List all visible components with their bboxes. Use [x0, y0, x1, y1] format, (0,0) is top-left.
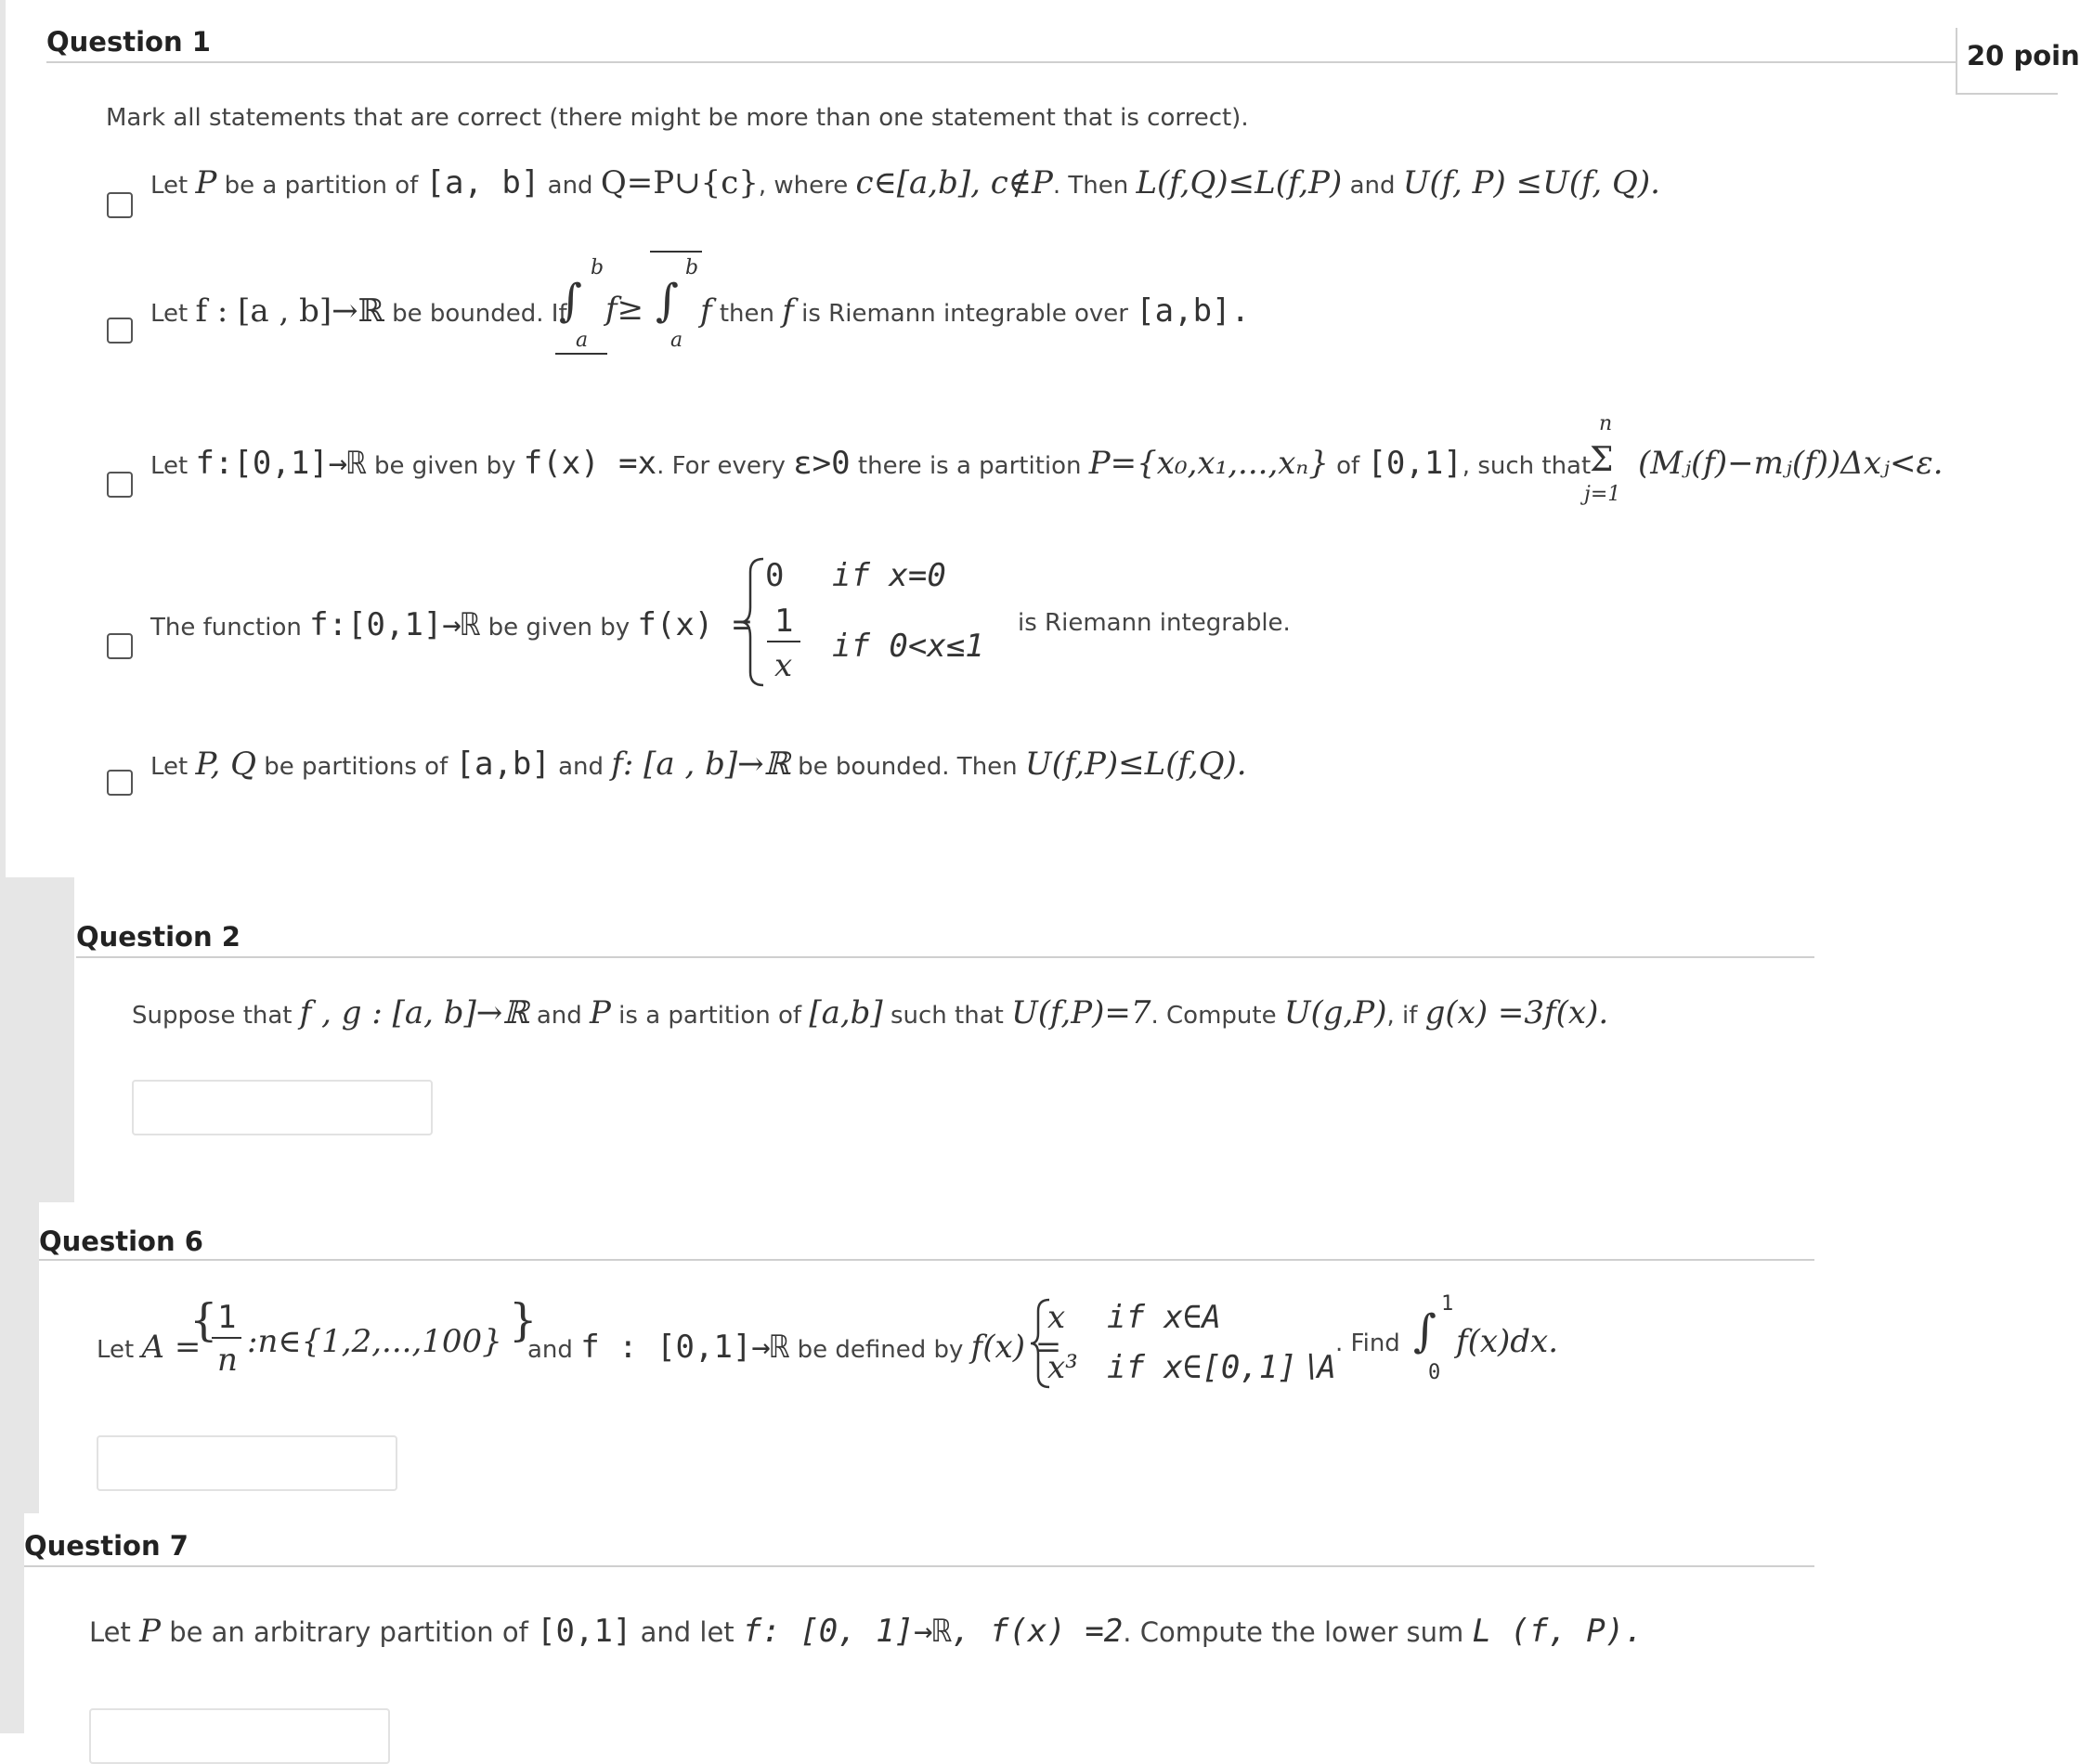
q6-title: Question 6: [39, 1226, 203, 1257]
lower-integral-lower-limit: a: [576, 329, 589, 352]
q6-case-1-value: x: [1047, 1299, 1066, 1336]
q6-case-1-condition: if x∈A: [1107, 1299, 1221, 1336]
fraction-numerator: 1: [774, 603, 794, 640]
set-open-brace: {: [189, 1294, 218, 1346]
q7-answer-input[interactable]: [89, 1708, 390, 1764]
points-box: 20 poin: [1956, 28, 2058, 95]
q1-option-2-checkbox[interactable]: [107, 318, 133, 344]
q6-divider: [39, 1259, 1814, 1261]
q1-option-2-tail: f then f is Riemann integrable over [a,b].: [700, 292, 1251, 330]
q1-option-4-checkbox[interactable]: [107, 633, 133, 659]
q1-option-5-checkbox[interactable]: [107, 770, 133, 796]
set-frac-denominator: n: [217, 1342, 238, 1379]
q1-prompt: Mark all statements that are correct (there might be more than one statement that is correct).: [106, 104, 1249, 132]
q1-option-3: Let f:[0,1]→ℝ be given by f(x) =x. For every ε>0 there is a partition P={x₀,x₁,...,xₙ} of [0,1], such that: [150, 445, 1592, 482]
sum-symbol: Σ: [1590, 441, 1614, 479]
sum-upper-limit: n: [1599, 412, 1613, 435]
q1-option-1-checkbox[interactable]: [107, 192, 133, 218]
upper-integral-sign: ∫: [656, 275, 680, 327]
q1-divider: [46, 61, 1956, 63]
upper-integral-overline: [650, 251, 702, 253]
q7-left-bar: [0, 1513, 24, 1733]
sum-body: (Mⱼ(f)−mⱼ(f))Δxⱼ<ε.: [1638, 445, 1944, 482]
q2-title: Question 2: [76, 921, 240, 953]
upper-integral-lower-limit: a: [670, 329, 683, 352]
set-frac-numerator: 1: [217, 1299, 237, 1336]
piecewise-case-1-condition: if x=0: [832, 557, 946, 594]
q1-option-1: Let P be a partition of [a, b] and Q=P∪{c}, where c∈[a,b], c∉P. Then L(f,Q)≤L(f,P) and U(f, P) ≤U(f, Q).: [150, 164, 1660, 201]
q7-title: Question 7: [24, 1530, 188, 1562]
upper-integral-upper-limit: b: [685, 256, 699, 279]
q7-divider: [24, 1565, 1814, 1567]
fraction-bar: [767, 641, 800, 642]
q7-text: Let P be an arbitrary partition of [0,1] and let f: [0, 1]→ℝ, f(x) =2. Compute the lower sum L (f, P).: [89, 1613, 1644, 1650]
lower-integral-sign: ∫: [559, 275, 583, 327]
fraction-denominator: x: [774, 647, 793, 684]
q1-option-4-tail: is Riemann integrable.: [1018, 609, 1291, 637]
integral-compare: f≥: [605, 291, 644, 328]
q1-option-2-lead: Let f : [a , b]→ℝ be bounded. If: [150, 292, 567, 330]
q6-lead: Let A =: [97, 1329, 202, 1366]
lower-integral-underline: [555, 353, 607, 355]
q1-option-3-checkbox[interactable]: [107, 472, 133, 498]
q6-integral-lower: 0: [1428, 1361, 1441, 1384]
q6-case-2-value: x³: [1047, 1349, 1078, 1386]
q1-title: Question 1: [46, 26, 211, 58]
q6-integrand: f(x)dx.: [1456, 1323, 1559, 1360]
q6-integral-upper: 1: [1441, 1292, 1454, 1316]
q2-answer-input[interactable]: [132, 1080, 433, 1135]
q6-integral-sign: ∫: [1413, 1305, 1437, 1357]
q6-middle: and f : [0,1]→ℝ be defined by f(x) =: [527, 1329, 1062, 1366]
q2-left-bar: [0, 877, 74, 1202]
q6-answer-input[interactable]: [97, 1435, 397, 1491]
q2-text: Suppose that f , g : [a, b]→ℝ and P is a partition of [a,b] such that U(f,P)=7. Compute U(g,P), if g(x) =3f(x).: [132, 994, 1609, 1031]
piecewise-brace: [739, 557, 767, 687]
lower-integral-upper-limit: b: [591, 256, 604, 279]
q1-option-5: Let P, Q be partitions of [a,b] and f: [a , b]→ℝ be bounded. Then U(f,P)≤L(f,Q).: [150, 746, 1247, 783]
q2-divider: [76, 956, 1814, 958]
q6-find: . Find: [1335, 1329, 1400, 1357]
set-frac-bar: [212, 1337, 241, 1339]
q6-left-bar: [0, 1202, 39, 1513]
set-condition: :n∈{1,2,...,100}: [247, 1323, 502, 1360]
q6-case-2-condition: if x∈[0,1]∖A: [1107, 1349, 1336, 1386]
sum-lower-limit: j=1: [1584, 483, 1621, 506]
piecewise-case-2-condition: if 0<x≤1: [832, 628, 984, 665]
piecewise-case-1-value: 0: [765, 557, 785, 594]
set-close-brace: }: [509, 1294, 538, 1346]
q1-option-4-lead: The function f:[0,1]→ℝ be given by f(x) =: [150, 606, 752, 643]
q1-left-bar: [0, 0, 6, 877]
